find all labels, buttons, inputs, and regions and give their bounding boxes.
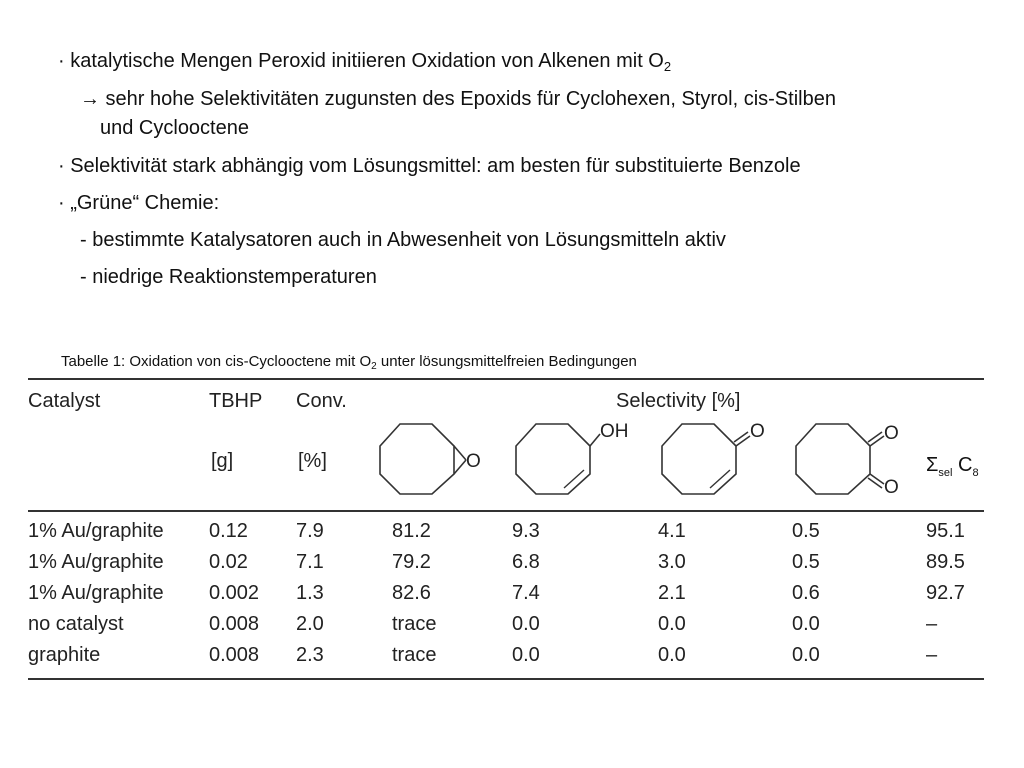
cell-catalyst: no catalyst bbox=[28, 613, 124, 635]
bullet-1: · katalytische Mengen Peroxid initiieren Oxidation von Alkenen mit $O_2$ bbox=[58, 50, 672, 74]
cell-dione: 0.5 bbox=[792, 520, 820, 542]
header-selectivity: Selectivity [%] bbox=[616, 390, 741, 412]
cell-epoxide: trace bbox=[392, 613, 437, 635]
cell-dione: 0.6 bbox=[792, 582, 820, 604]
header-tbhp-unit: [g] bbox=[211, 450, 234, 472]
cell-tbhp: 0.008 bbox=[209, 644, 260, 666]
table-bottom-rule bbox=[28, 678, 984, 680]
epoxide-o-label: O bbox=[466, 451, 481, 472]
header-conv-unit: [%] bbox=[298, 450, 327, 472]
cell-sum: 92.7 bbox=[926, 582, 965, 604]
bullet-2-continuation: und Cyclooctene bbox=[100, 117, 249, 139]
table-caption: Tabelle 1: Oxidation von cis-Cyclooctene mit $O_2$ unter lösungsmittelfreien Bedingungen bbox=[61, 353, 637, 372]
cell-epoxide: trace bbox=[392, 644, 437, 666]
header-conv: Conv. bbox=[296, 390, 347, 412]
cell-enone: 4.1 bbox=[658, 520, 686, 542]
header-tbhp: TBHP bbox=[209, 390, 263, 412]
cyclooctenone-structure-icon bbox=[658, 416, 778, 496]
cell-tbhp: 0.002 bbox=[209, 582, 260, 604]
cell-enone: 0.0 bbox=[658, 644, 686, 666]
cell-conv: 7.9 bbox=[296, 520, 324, 542]
enone-o-label: O bbox=[750, 421, 765, 442]
cell-sum: 89.5 bbox=[926, 551, 965, 573]
cell-epoxide: 82.6 bbox=[392, 582, 431, 604]
cell-alcohol: 0.0 bbox=[512, 613, 540, 635]
cyclooctene-oxide-structure-icon bbox=[376, 416, 486, 496]
cell-dione: 0.0 bbox=[792, 644, 820, 666]
dione-o1-label: O bbox=[884, 423, 899, 444]
cell-alcohol: 0.0 bbox=[512, 644, 540, 666]
header-catalyst: Catalyst bbox=[28, 390, 101, 412]
dione-o2-label: O bbox=[884, 477, 899, 498]
cell-alcohol: 7.4 bbox=[512, 582, 540, 604]
bullet-2: → sehr hohe Selektivitäten zugunsten des Epoxids für Cyclohexen, Styrol, cis-Stilben bbox=[80, 88, 836, 110]
cell-catalyst: 1% Au/graphite bbox=[28, 520, 164, 542]
cell-conv: 1.3 bbox=[296, 582, 324, 604]
cell-alcohol: 9.3 bbox=[512, 520, 540, 542]
cell-sum: 95.1 bbox=[926, 520, 965, 542]
results-table bbox=[28, 378, 984, 683]
cell-enone: 2.1 bbox=[658, 582, 686, 604]
cell-catalyst: graphite bbox=[28, 644, 101, 666]
cell-sum: – bbox=[926, 644, 938, 666]
bullet-3: · Selektivität stark abhängig vom Lösungsmittel: am besten für substituierte Benzole bbox=[58, 155, 801, 177]
alcohol-oh-label: OH bbox=[600, 421, 629, 442]
cell-tbhp: 0.12 bbox=[209, 520, 248, 542]
cell-conv: 7.1 bbox=[296, 551, 324, 573]
table-top-rule bbox=[28, 378, 984, 380]
bullet-4: · „Grüne“ Chemie: bbox=[58, 192, 220, 214]
table-header-rule bbox=[28, 510, 984, 512]
cell-epoxide: 81.2 bbox=[392, 520, 431, 542]
cell-dione: 0.5 bbox=[792, 551, 820, 573]
sub-bullet-2: - niedrige Reaktionstemperaturen bbox=[80, 266, 377, 288]
cell-sum: – bbox=[926, 613, 938, 635]
cell-dione: 0.0 bbox=[792, 613, 820, 635]
cell-catalyst: 1% Au/graphite bbox=[28, 551, 164, 573]
cell-alcohol: 6.8 bbox=[512, 551, 540, 573]
cell-epoxide: 79.2 bbox=[392, 551, 431, 573]
cyclooctenol-structure-icon bbox=[512, 416, 632, 496]
cyclooctanedione-structure-icon bbox=[792, 416, 912, 498]
header-sum-selectivity: $\Sigma_{sel}$ $C_8$ bbox=[926, 454, 979, 479]
cell-enone: 0.0 bbox=[658, 613, 686, 635]
cell-catalyst: 1% Au/graphite bbox=[28, 582, 164, 604]
cell-conv: 2.3 bbox=[296, 644, 324, 666]
cell-tbhp: 0.02 bbox=[209, 551, 248, 573]
cell-tbhp: 0.008 bbox=[209, 613, 260, 635]
cell-conv: 2.0 bbox=[296, 613, 324, 635]
cell-enone: 3.0 bbox=[658, 551, 686, 573]
sub-bullet-1: - bestimmte Katalysatoren auch in Abwesenheit von Lösungsmitteln aktiv bbox=[80, 229, 726, 251]
